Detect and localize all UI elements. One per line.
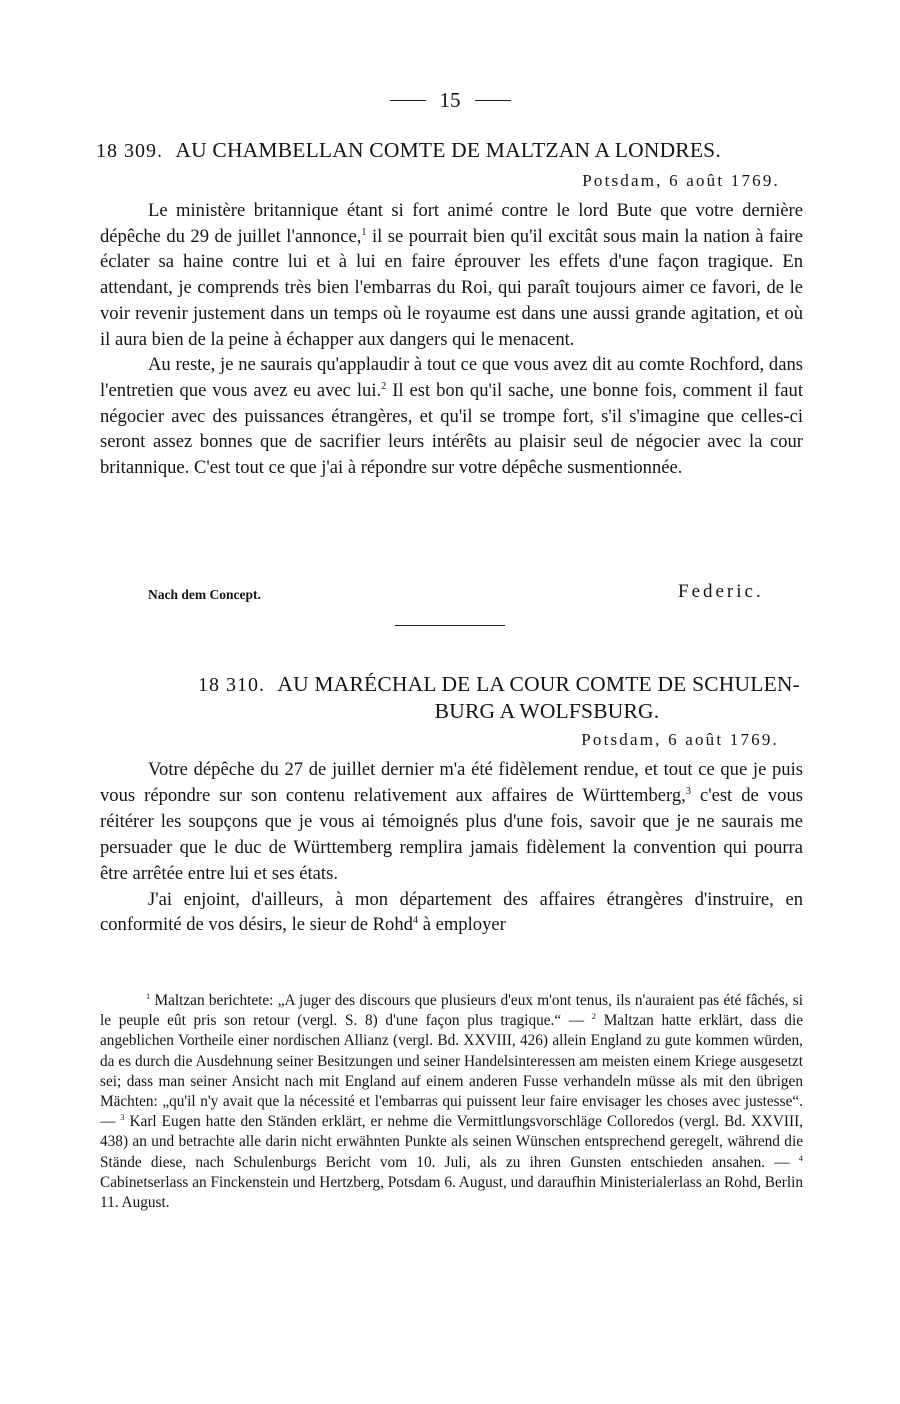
signature: Federic. — [678, 581, 764, 602]
footnotes — [100, 991, 803, 1213]
letter-dateline: Potsdam, 6 août 1769. — [581, 730, 779, 749]
letter-heading — [96, 671, 900, 724]
footnote-block — [100, 991, 803, 1213]
page-header — [0, 88, 900, 113]
header-rule-right — [475, 100, 511, 101]
letter-heading — [96, 137, 806, 164]
letter-number: 18 309. — [96, 140, 163, 162]
letter-number: 18 310. — [198, 674, 265, 696]
header-rule-left — [390, 100, 426, 101]
letter-body — [100, 757, 803, 938]
letter-title: BURG A WOLFSBURG. — [434, 699, 660, 723]
footnote-ref: 4 — [412, 915, 419, 927]
page-number: 15 — [439, 88, 461, 112]
footnote-number: 1 — [146, 991, 151, 1001]
source-note: Nach dem Concept. — [148, 587, 261, 602]
letter-body — [100, 198, 803, 481]
paragraph-text: il se pourrait bien qu'il excitât sous main la nation à faire éclater sa haine contre lui et à lui en faire éprouver les effets d'une façon tragique. En attendant, je comprends très bien l'embarras du Roi, qui paraît toujours aimer ce favori, de le voir revenir justement dans un temps où le royaume est dans une aussi grande agitation, et où il aura bien de la peine à échapper aux dangers qui le menacent. — [100, 225, 803, 350]
footnote-ref: 1 — [361, 226, 367, 238]
footnote-ref: 2 — [381, 380, 387, 392]
paragraph-text: à employer — [418, 914, 506, 936]
footnote-number: 3 — [120, 1113, 125, 1123]
footnote-number: 2 — [591, 1012, 596, 1022]
footnote-text: Maltzan hatte erklärt, dass die angeblichen Vortheile einer nordischen Allianz (vergl. Bd. XXVIII, 426) allein England zu gute kommen würden, da es durch die Ausdehnung seiner Besitzungen und seiner Handelsinteressen am meisten einem Kriege ausgesetzt sei; dass man seiner Ansicht nach mit England auf einem anderen Fusse verhandeln müsse als mit den übrigen Mächten: „qu'il n'y avait que la nécessité et l'embarras qui puissent leur faire envisager les choses avec justesse“. — — [100, 1012, 803, 1131]
paragraph-text: c'est de vous réitérer les soupçons que je vous ai témoignés plus d'une fois, savoir que je ne saurais me persuader que le duc de Württemberg remplira jamais fidèlement la convention qui pourra être arrêtée entre lui et ses états. — [100, 784, 803, 884]
footnote-ref: 3 — [685, 785, 691, 797]
section-divider — [395, 625, 505, 626]
paragraph-text: Au reste, je ne saurais qu'applaudir à tout ce que vous avez dit au comte Rochford, dans l'entretien que vous avez eu avec lui. — [100, 354, 803, 401]
paragraph — [100, 352, 803, 481]
paragraph-text: Le ministère britannique étant si fort animé contre le lord Bute que votre dernière dépêche du 29 de juillet l'annonce, — [100, 200, 803, 247]
paragraph — [100, 757, 803, 887]
letter-title: AU CHAMBELLAN COMTE DE MALTZAN A LONDRES. — [175, 138, 721, 162]
footnote-text: Maltzan berichtete: „A juger des discours que plusieurs d'eux m'ont tenus, ils n'auraient pas été fâchés, si le peuple eût pris son retour (vergl. S. 8) d'une façon plus tragique.“ — — [100, 992, 803, 1030]
paragraph — [100, 887, 803, 939]
paragraph — [100, 198, 803, 352]
footnote-text: Karl Eugen hatte den Ständen erklärt, er nehme die Vermittlungsvorschläge Colloredos (vergl. Bd. XXVIII, 438) an und betrachte alle darin nicht erwähnten Punkte als seinen Wünschen entsprechend geregelt, während die Stände diese, nach Schulenburgs Bericht vom 10. Juli, als zu ihren Gunsten entschieden ansahen. — — [100, 1113, 804, 1171]
footnote-text: Cabinetserlass an Finckenstein und Hertzberg, Potsdam 6. August, und daraufhin Ministerialerlass an Rohd, Berlin 11. August. — [100, 1173, 803, 1212]
paragraph-text: Votre dépêche du 27 de juillet dernier m'a été fidèlement rendue, et tout ce que je puis vous répondre sur son contenu relativement aux affaires de Württemberg, — [100, 759, 803, 806]
paragraph-text: Il est bon qu'il sache, une bonne fois, comment il faut négocier avec des puissances étrangères, et qu'il se trompe fort, s'il s'imagine que celles-ci seront assez bonnes que de sacrifier leurs intérêts au plaisir seul de négocier avec la cour britannique. C'est tout ce que j'ai à répondre sur votre dépêche susmentionnée. — [100, 379, 804, 479]
letter-dateline: Potsdam, 6 août 1769. — [582, 171, 780, 190]
letter-title: AU MARÉCHAL DE LA COUR COMTE DE SCHULEN- — [277, 672, 800, 696]
footnote-number: 4 — [798, 1153, 803, 1163]
paragraph-text: J'ai enjoint, d'ailleurs, à mon département des affaires étrangères d'instruire, en conformité de vos désirs, le sieur de Rohd — [100, 888, 803, 936]
